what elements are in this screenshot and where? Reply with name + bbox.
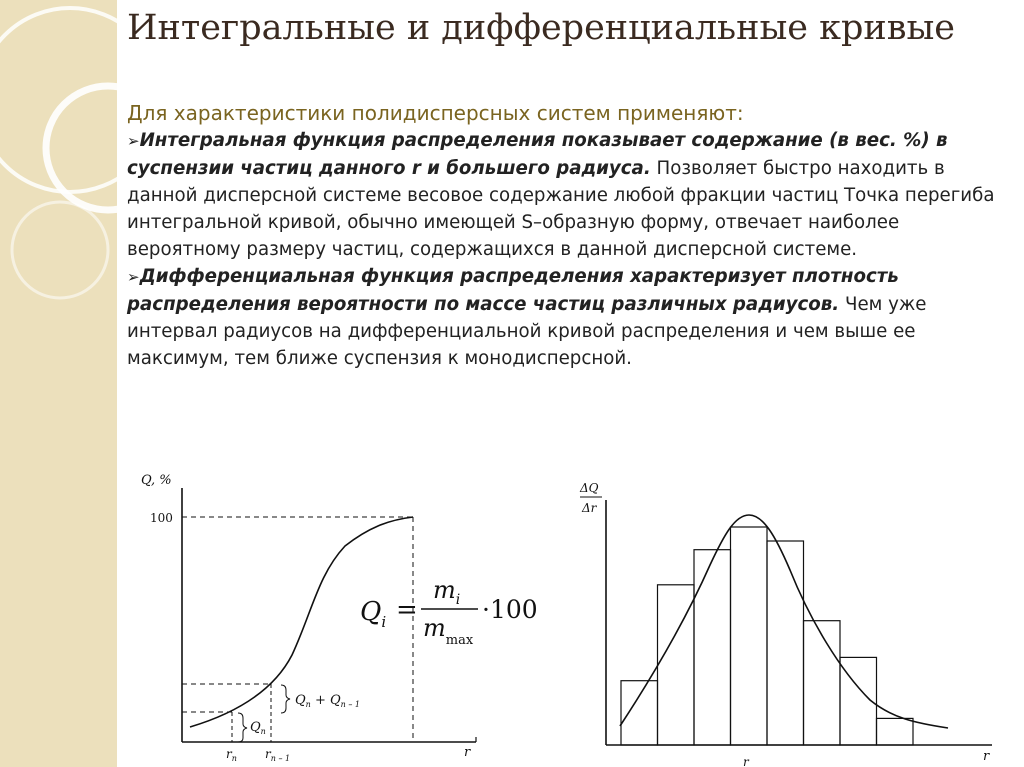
intro-line: Для характеристики полидисперсных систем применяют:: [127, 101, 744, 125]
bullet-integral-text: Позволяет быстро находить в данной дисперсной системе весовое содержание любой фракции частиц Точка перегиба интегральной кривой, обычно имеющей S–образную форму, отвечает наиболее вероятному размеру частиц, содержащихся в данной дисперсной системе.: [127, 158, 995, 260]
formula-numerator: $m_i$: [433, 576, 461, 608]
brace-qn-icon: [238, 713, 247, 742]
histogram-bar: [731, 527, 768, 745]
integral-chart: [141, 473, 538, 763]
formula-lhs: $Q_i$: [360, 597, 387, 631]
histogram-bar: [767, 541, 804, 745]
bullet-differential-text: Чем уже интервал радиусов на дифференциальной кривой распределения и чем выше ее максимум, тем ближе суспензия к монодисперсной.: [127, 294, 927, 369]
histogram-bars: [621, 527, 913, 745]
brace-qn-sum-icon: [281, 685, 290, 713]
formula-denominator: $m_{max}$: [423, 614, 474, 648]
formula-tail: ·100: [482, 595, 538, 624]
tick-rn: $r_n$: [226, 747, 237, 763]
bullet-integral-bold: Интегральная функция распределения показывает содержание (в вес. %) в суспензии частиц данного r и большего радиуса.: [127, 130, 948, 179]
histogram-bar: [621, 681, 658, 745]
arrow-bullet-icon: ➢: [127, 132, 140, 150]
tick-rn1: $r_{n - 1}$: [265, 747, 291, 763]
label-qn: $Q_n$: [250, 720, 266, 736]
differential-curve: [620, 515, 948, 728]
differential-y-axis-numerator: ΔQ: [580, 481, 599, 495]
histogram-bar: [877, 718, 914, 745]
differential-x-axis-label: r: [983, 749, 990, 764]
histogram-bar: [804, 621, 841, 745]
formula-equals: =: [396, 595, 418, 625]
integral-x-axis-label: r: [464, 745, 471, 760]
slide-title: Интегральные и дифференциальные кривые: [127, 8, 956, 48]
label-qn-plus-qn1: $Q_n + Q_{n - 1}$: [295, 693, 360, 709]
differential-x-tick: r: [743, 755, 749, 767]
histogram-bar: [694, 550, 731, 745]
integral-formula: [360, 576, 538, 648]
differential-y-axis-denominator: Δr: [582, 501, 597, 515]
arrow-bullet-icon: ➢: [127, 268, 140, 286]
integral-y-axis-label: Q, %: [141, 473, 172, 488]
integral-y-tick-100: 100: [150, 511, 173, 525]
differential-chart: [579, 481, 992, 767]
bullet-differential-bold: Дифференциальная функция распределения характеризует плотность распределения вероятности по массе частиц различных радиусов.: [127, 266, 899, 315]
